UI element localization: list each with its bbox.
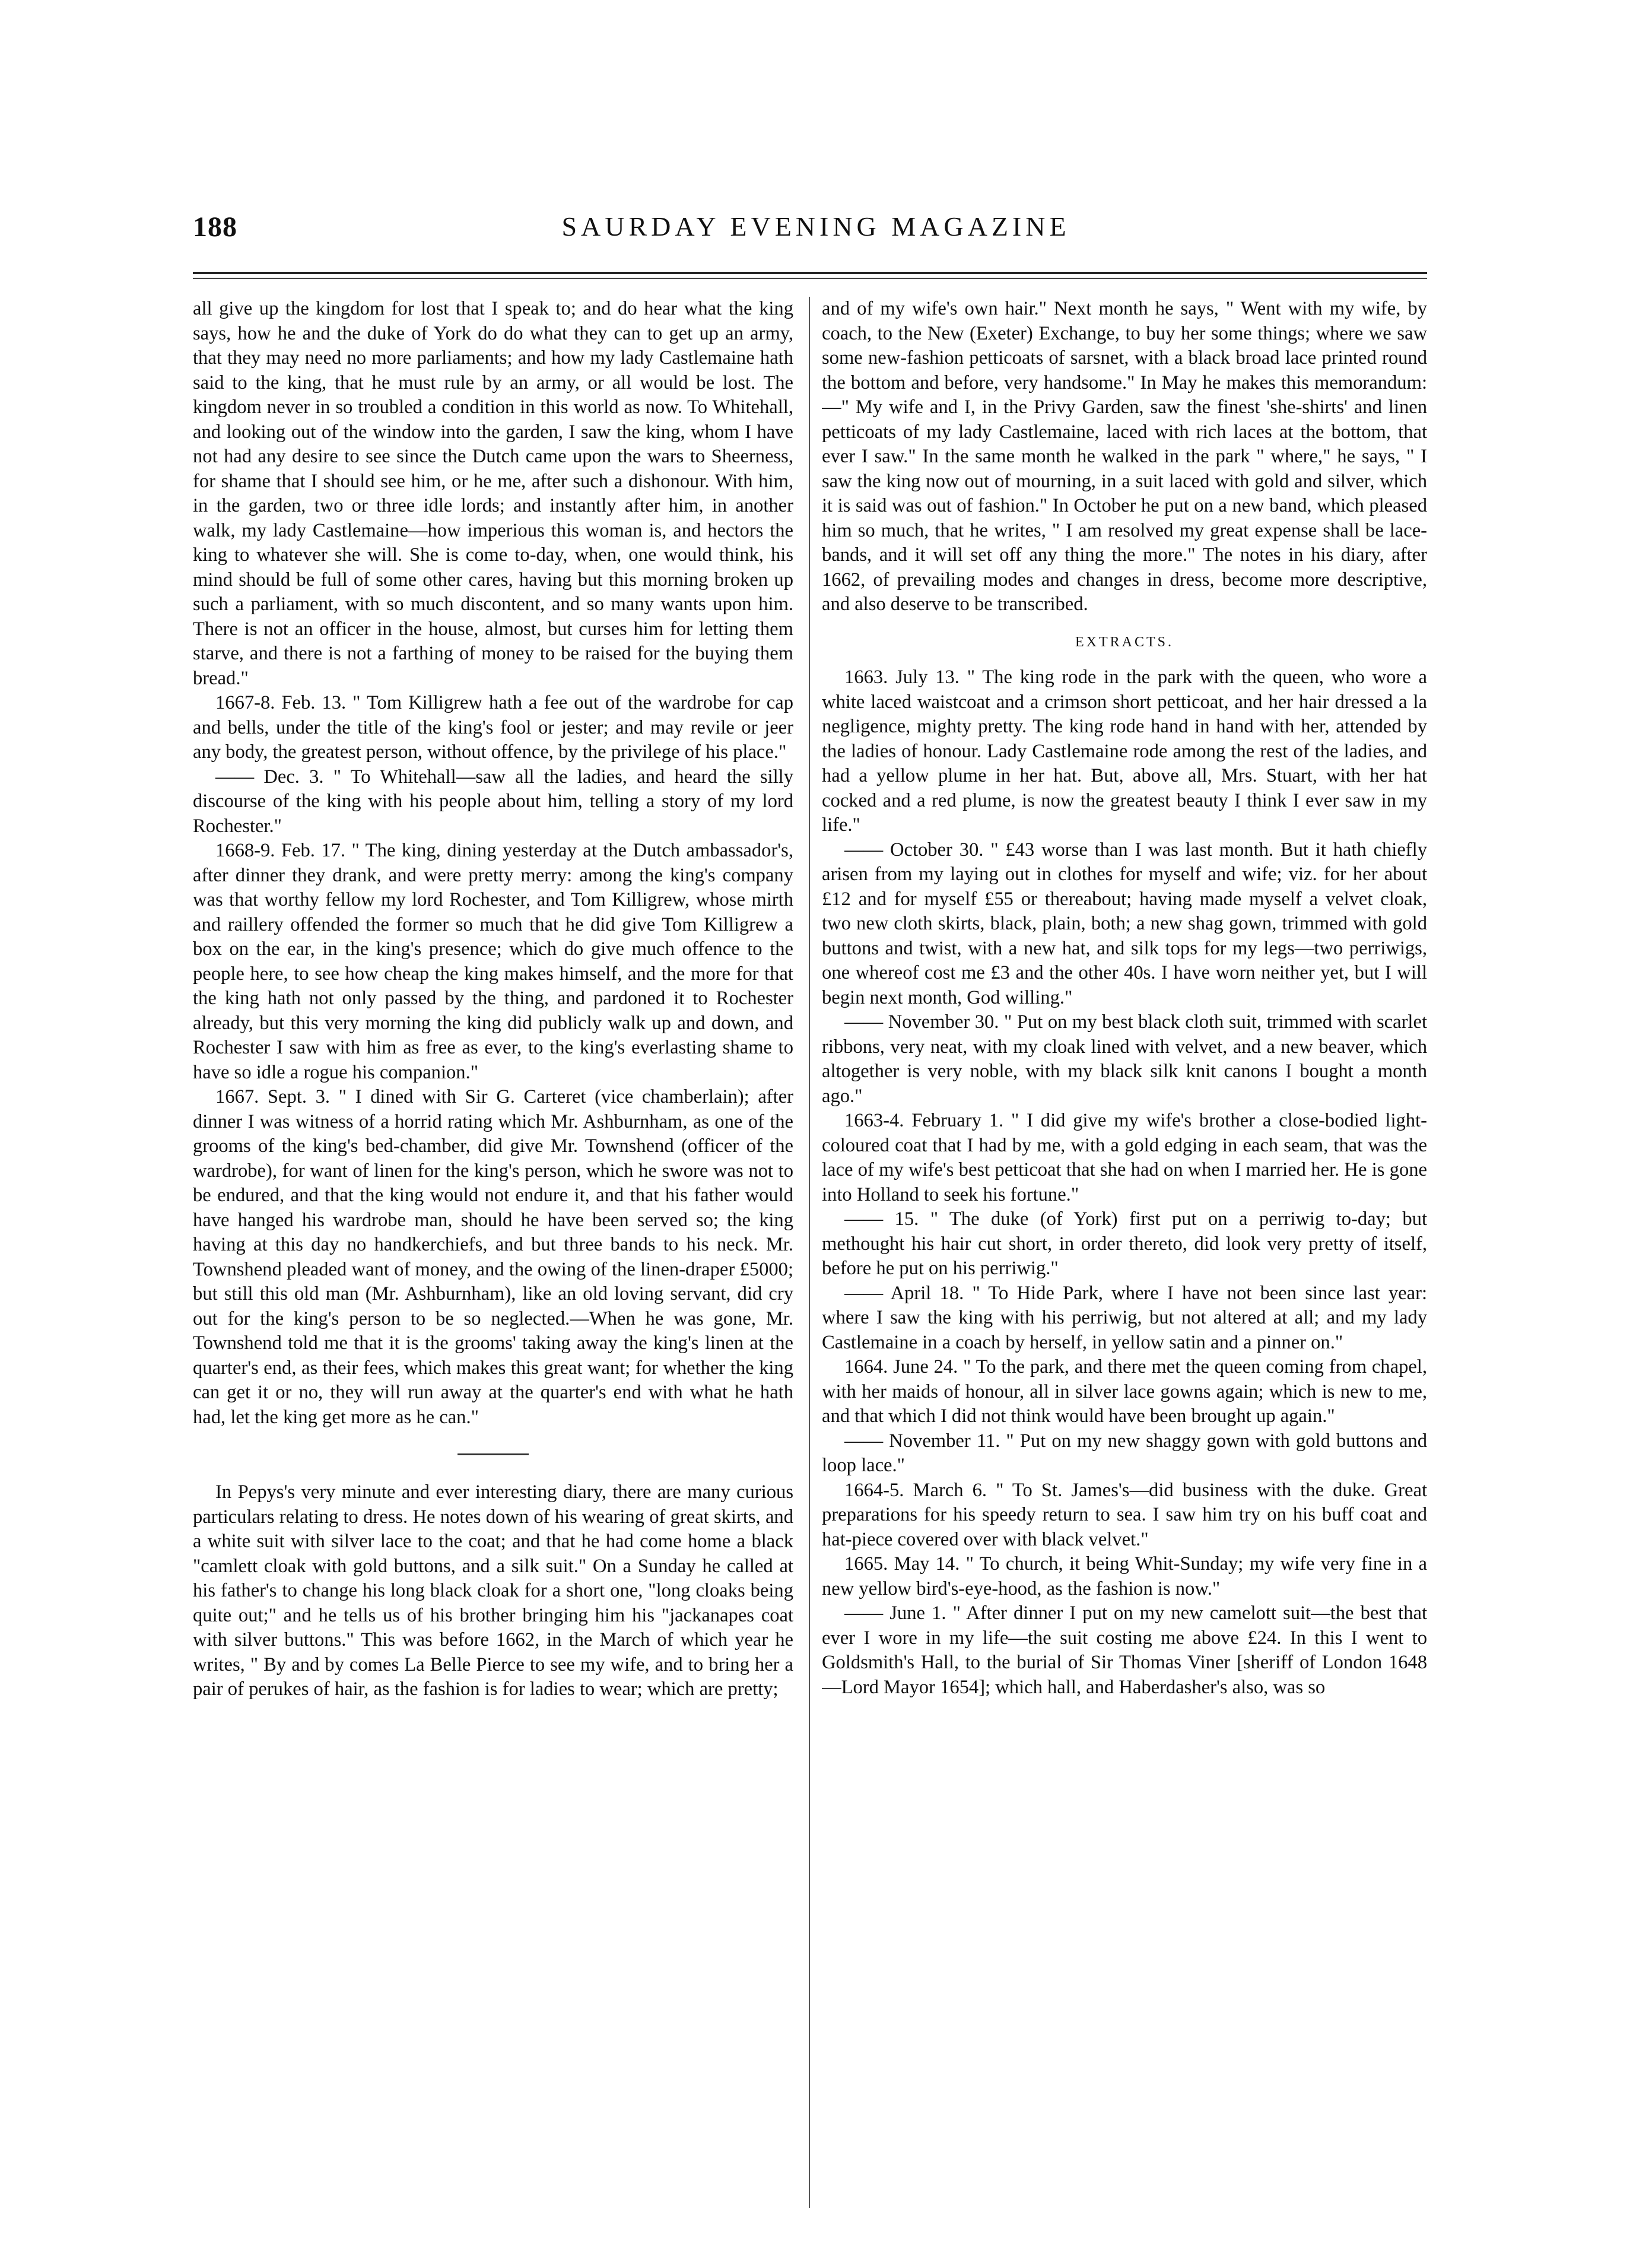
column-divider — [809, 297, 810, 2208]
paragraph: 1663-4. February 1. " I did give my wife's brother a close-bodied light-coloured coat that I had by me, with a gold edging in each seam, that was the lace of my wife's best petticoat that she had on when I married her. He is gone into Holland to seek his fortune." — [822, 1110, 1427, 1205]
paragraph: —— 15. " The duke (of York) first put on a perriwig to-day; but methought his hair cut short, in order thereto, did look very pretty of itself, before he put on his perriwig." — [822, 1208, 1427, 1279]
header-rule-thin — [193, 278, 1427, 279]
paragraph: 1667. Sept. 3. " I dined with Sir G. Carteret (vice chamberlain); after dinner I was witness of a horrid rating which Mr. Ashburnham, as one of the grooms of the king's bed-chamber, did give Mr. Townshend (officer of the wardrobe), for want of linen for the king's person, which he swore was not to be endured, and that the king would not endure it, and that his father would have hanged his wardrobe man, should he have been served so; the king having at this day no handkerchiefs, and but three bands to his neck. Mr. Townshend pleaded want of money, and the owing of the linen-draper £5000; but still this old man (Mr. Ashburnham), like an old loving servant, did cry out for the king's person to be so neglected.—When he was gone, Mr. Townshend told me that it is the grooms' taking away the king's linen at the quarter's end, as their fees, which makes this great want; for whether the king can get it or no, they will run away at the quarter's end with what he hath had, let the king get more as he can." — [193, 1086, 793, 1428]
paragraph: all give up the kingdom for lost that I speak to; and do hear what the king says, how he and the duke of York do do what they can to get up an army, that they may need no more parliaments; and how my lady Castlemaine hath said to the king, that he must rule by an army, or all would be lost. The kingdom never in so troubled a condition in this world as now. To Whitehall, and looking out of the window into the garden, I saw the king, whom I have not had any desire to see since the Dutch came upon the wars to Sheerness, for shame that I should see him, or he me, after such a dishonour. With him, in the garden, two or three idle lords; and instantly after him, in another walk, my lady Castlemaine—how imperious this woman is, and hectors the king to whatever she will. She is come to-day, when, one would think, his mind should be full of some other cares, having but this morning broken up such a parliament, with so much discontent, and so many wants upon him. There is not an officer in the house, almost, but curses him for letting them starve, and there is not a farthing of money to be raised for the buying them bread." — [193, 298, 793, 689]
extracts-heading: EXTRACTS. — [1075, 634, 1174, 650]
paragraph: and of my wife's own hair." Next month he says, " Went with my wife, by coach, to the New (Exeter) Exchange, to buy her some things; where we saw some new-fashion petticoats of sarsnet, with a black broad lace printed round the bottom and before, very handsome." In May he makes this memorandum:—" My wife and I, in the Privy Garden, saw the finest 'she-shirts' and linen petticoats of my lady Castlemaine, laced with rich laces at the bottom, that ever I saw." In the same month he walked in the park " where," he says, " I saw the king now out of mourning, in a suit laced with gold and silver, which it is said was out of fashion." In October he put on a new band, which pleased him so much, that he writes, " I am resolved my great expense shall be lace-bands, and it will set off any thing the more." The notes in his diary, after 1662, of prevailing modes and changes in dress, become more descriptive, and also deserve to be transcribed. — [822, 298, 1427, 615]
page-number: 188 — [193, 211, 237, 243]
paragraph: 1668-9. Feb. 17. " The king, dining yesterday at the Dutch ambassador's, after dinner they drank, and were pretty merry: among the king's company was that worthy fellow my lord Rochester, and Tom Killigrew, whose mirth and raillery offended the former so much that he did give Tom Killigrew a box on the ear, in the king's presence; which do give much offence to the people here, to see how cheap the king makes himself, and the more for that the king hath not only passed by the thing, and pardoned it to Rochester already, but this very morning the king did publicly walk up and down, and Rochester I saw with him as free as ever, to the king's everlasting shame to have so idle a rogue his companion." — [193, 840, 793, 1083]
paragraph: 1663. July 13. " The king rode in the park with the queen, who wore a white laced waistcoat and a crimson short petticoat, and her hair dressed a la negligence, mighty pretty. The king rode hand in hand with her, attended by the ladies of honour. Lady Castlemaine rode among the rest of the ladies, and had a yellow plume in her hat. But, above all, Mrs. Stuart, with her hat cocked and a red plume, is now the greatest beauty I think I ever saw in my life." — [822, 666, 1427, 836]
right-column — [822, 297, 1427, 2214]
paragraph: In Pepys's very minute and ever interesting diary, there are many curious particulars relating to dress. He notes down of his wearing of great skirts, and a white suit with silver lace to the coat; and that he had come home a black "camlett cloak with gold buttons, and a silk suit." On a Sunday he called at his father's to change his long black cloak for a short one, "long cloaks being quite out;" and he tells us of his brother bringing him his "jackanapes coat with silver buttons." This was before 1662, in the March of which year he writes, " By and by comes La Belle Pierce to see my wife, and to bring her a pair of perukes of hair, as the fashion is for ladies to wear; which are pretty; — [193, 1481, 793, 1700]
running-title: SAURDAY EVENING MAGAZINE — [561, 211, 1070, 242]
paragraph: —— Dec. 3. " To Whitehall—saw all the ladies, and heard the silly discourse of the king with his people about him, telling a story of my lord Rochester." — [193, 766, 793, 837]
left-column — [193, 297, 793, 2214]
paragraph: —— April 18. " To Hide Park, where I have not been since last year: where I saw the king with his perriwig, but not altered at all; and my lady Castlemaine in a coach by herself, in yellow satin and a pinner on." — [822, 1282, 1427, 1353]
paragraph: —— November 30. " Put on my best black cloth suit, trimmed with scarlet ribbons, very neat, with my cloak lined with velvet, and a new beaver, which altogether is very noble, with my black silk knit canons I bought a month ago." — [822, 1011, 1427, 1107]
paragraph: 1664. June 24. " To the park, and there met the queen coming from chapel, with her maids of honour, all in silver lace gowns again; which is new to me, and that which I did not think would have been brought up again." — [822, 1356, 1427, 1427]
section-divider — [458, 1453, 529, 1455]
page-header — [193, 208, 1439, 261]
header-rule — [193, 272, 1427, 274]
paragraph: 1665. May 14. " To church, it being Whit-Sunday; my wife very fine in a new yellow bird's-eye-hood, as the fashion is now." — [822, 1553, 1427, 1599]
paragraph: —— October 30. " £43 worse than I was last month. But it hath chiefly arisen from my laying out in clothes for myself and wife; viz. for her about £12 and for myself £55 or thereabout; having made myself a velvet cloak, two new cloth skirts, black, plain, both; a new shag gown, trimmed with gold buttons and twist, with a new hat, and silk tops for my legs—two perriwigs, one whereof cost me £3 and the other 40s. I have worn neither yet, but I will begin next month, God willing." — [822, 839, 1427, 1008]
paragraph: —— November 11. " Put on my new shaggy gown with gold buttons and loop lace." — [822, 1430, 1427, 1476]
paragraph: 1667-8. Feb. 13. " Tom Killigrew hath a fee out of the wardrobe for cap and bells, under the title of the king's fool or jester; and may revile or jeer any body, the greatest person, without offence, by the privilege of his place." — [193, 692, 793, 763]
paragraph: —— June 1. " After dinner I put on my new camelott suit—the best that ever I wore in my life—the suit costing me above £24. In this I went to Goldsmith's Hall, to the burial of Sir Thomas Viner [sheriff of London 1648—Lord Mayor 1654]; which hall, and Haberdasher's also, was so — [822, 1602, 1427, 1698]
paragraph: 1664-5. March 6. " To St. James's—did business with the duke. Great preparations for his speedy return to sea. I saw him try on his buff coat and hat-piece covered over with black velvet." — [822, 1479, 1427, 1550]
